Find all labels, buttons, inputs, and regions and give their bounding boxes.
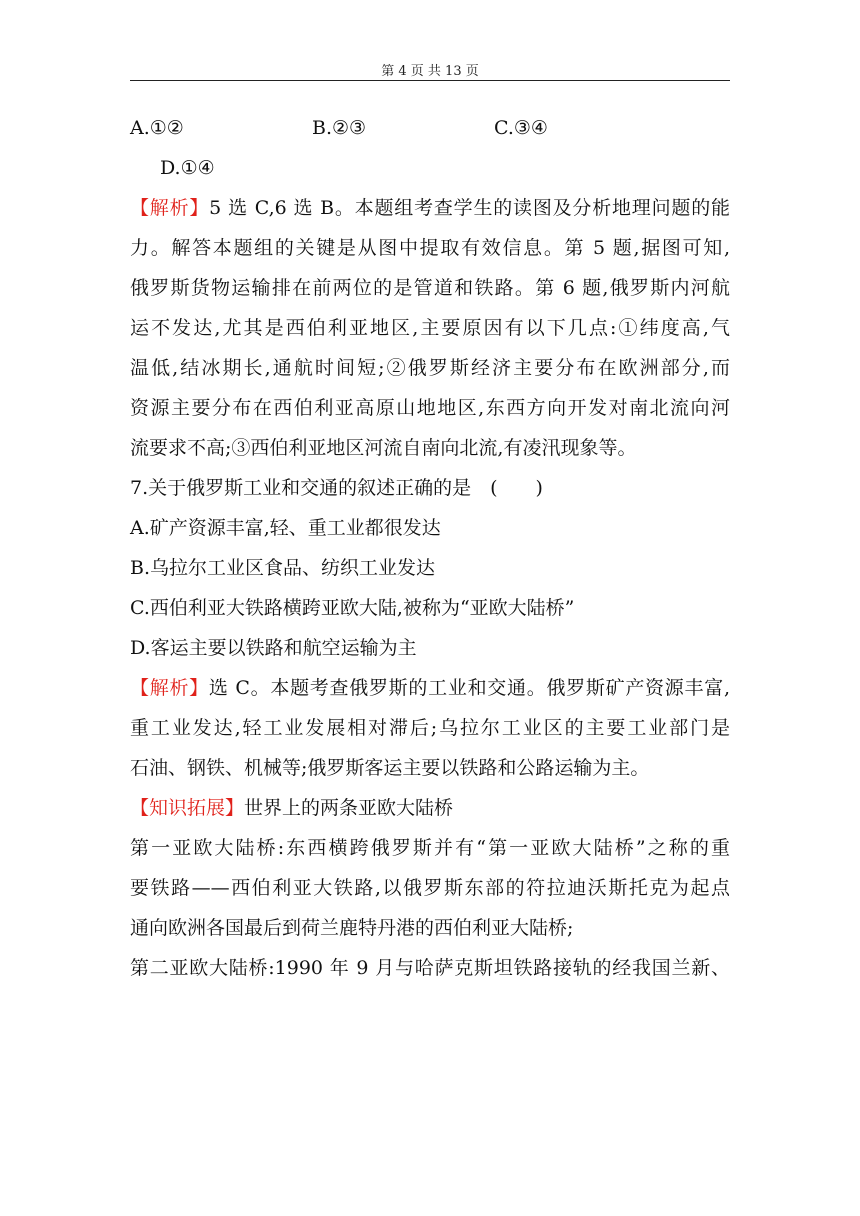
extension-line: 通向欧洲各国最后到荷兰鹿特丹港的西伯利亚大陆桥; [130,917,574,939]
analysis1-line: 流要求不高;③西伯利亚地区河流自南向北流,有凌汛现象等。 [130,437,637,459]
analysis2-line: 【解析】选 C。本题考查俄罗斯的工业和交通。俄罗斯矿产资源丰富, [130,677,730,699]
q6-option-a: A.①② [130,117,184,139]
analysis-tag: 【解析】 [130,677,209,699]
q7-option-d: D.客运主要以铁路和航空运输为主 [130,637,417,659]
q7-option-b: B.乌拉尔工业区食品、纺织工业发达 [130,557,436,579]
q6-option-d: D.①④ [160,157,215,179]
analysis-block-2 [130,668,730,788]
analysis2-line: 重工业发达,轻工业发展相对滞后;乌拉尔工业区的主要工业部门是 [130,717,730,739]
page-header: 第 4 页 共 13 页 [381,64,479,79]
q6-option-c: C.③④ [494,117,548,139]
extension-tag: 【知识拓展】 [130,797,245,819]
analysis1-line: 【解析】5 选 C,6 选 B。本题组考查学生的读图及分析地理问题的能 [130,197,730,219]
q7-option-c: C.西伯利亚大铁路横跨亚欧大陆,被称为“亚欧大陆桥” [130,597,575,619]
question-7 [130,468,730,668]
extension-line: 第二亚欧大陆桥:1990 年 9 月与哈萨克斯坦铁路接轨的经我国兰新、 [130,957,730,979]
analysis2-line: 石油、钢铁、机械等;俄罗斯客运主要以铁路和公路运输为主。 [130,757,650,779]
q6-option-b: B.②③ [312,117,367,139]
analysis-tag: 【解析】 [130,197,210,219]
extension-line: 第一亚欧大陆桥:东西横跨俄罗斯并有“第一亚欧大陆桥”之称的重 [130,837,730,859]
q7-stem: 7.关于俄罗斯工业和交通的叙述正确的是 ( ) [130,477,543,499]
extension-title: 世界上的两条亚欧大陆桥 [244,797,454,819]
q7-option-a: A.矿产资源丰富,轻、重工业都很发达 [130,517,441,539]
analysis1-line: 资源主要分布在西伯利亚高原山地地区,东西方向开发对南北流向河 [130,397,730,419]
extension-line: 要铁路——西伯利亚大铁路,以俄罗斯东部的符拉迪沃斯托克为起点 [130,877,730,899]
q6-options-row [130,108,730,148]
analysis-block-1 [130,188,730,468]
extension-heading [130,788,730,828]
header-rule [130,80,730,81]
document-body [130,108,730,988]
analysis1-line: 运不发达,尤其是西伯利亚地区,主要原因有以下几点:①纬度高,气 [130,317,730,339]
analysis1-line: 温低,结冰期长,通航时间短;②俄罗斯经济主要分布在欧洲部分,而 [130,357,730,379]
analysis1-line: 俄罗斯货物运输排在前两位的是管道和铁路。第 6 题,俄罗斯内河航 [130,277,730,299]
analysis1-line: 力。解答本题组的关键是从图中提取有效信息。第 5 题,据图可知, [130,237,730,259]
knowledge-extension [130,788,730,988]
